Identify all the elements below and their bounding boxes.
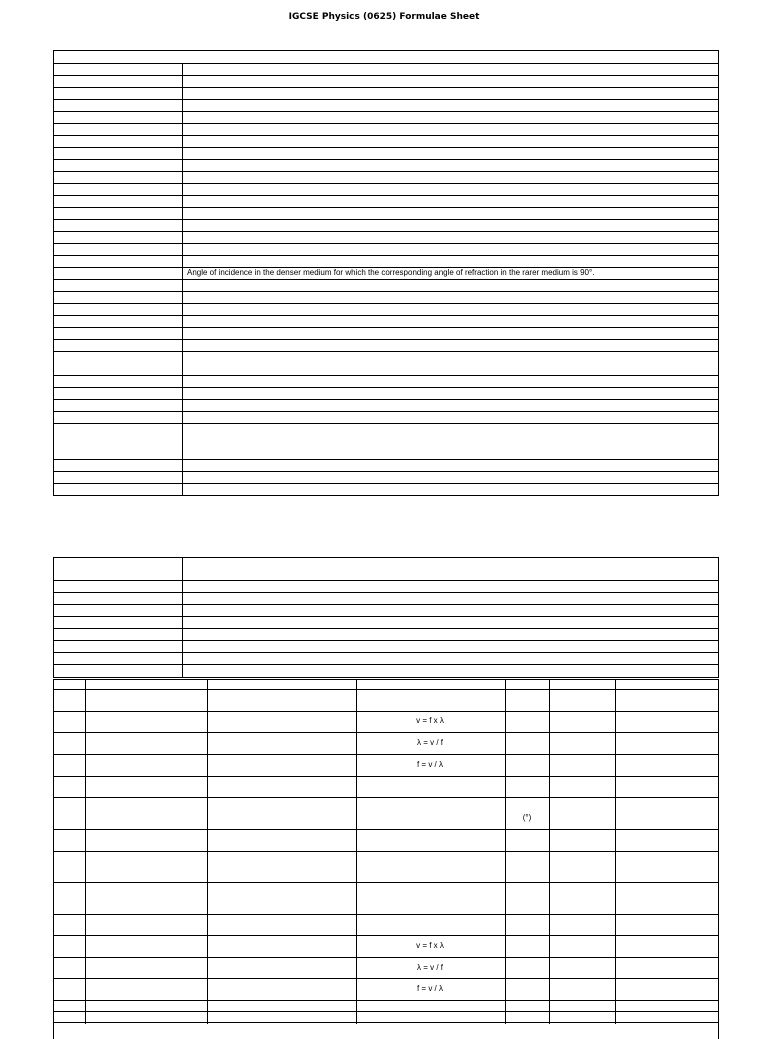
table-row [53,87,719,88]
table-row [53,689,719,690]
table-row [53,183,719,184]
table-row [53,459,719,460]
table-row [53,303,719,304]
wavelength-formula: λ = v / f [416,738,443,747]
table-row [53,375,719,376]
table-row [53,652,719,653]
table-row [53,1022,719,1023]
table-row [53,754,719,755]
table-row [53,1000,719,1001]
table-row [53,797,719,798]
table-row [53,411,719,412]
table-row [53,327,719,328]
table-row [53,171,719,172]
table-row [53,63,719,64]
quantities-table-border [53,557,719,678]
table-row [53,851,719,852]
frequency-formula: f = v / λ [416,760,443,769]
table-row [53,935,719,936]
table-row [53,315,719,316]
wavelength-formula: λ = v / f [416,963,443,972]
table-row [53,291,719,292]
table-row [53,616,719,617]
table-row [53,483,719,484]
table-row [53,123,719,124]
table-row [53,423,719,424]
table-row [53,957,719,958]
table-row [53,399,719,400]
table-row [53,732,719,733]
table-row [53,978,719,979]
frequency-formula: f = v / λ [416,984,443,993]
table-row [53,882,719,883]
critical-angle-definition: Angle of incidence in the denser medium for which the corresponding angle of refraction in the rarer medium is 90°. [187,268,595,277]
table-row [53,387,719,388]
blank-underline [305,99,378,100]
table-row [53,471,719,472]
table-row [53,592,719,593]
wave-speed-formula: v = f x λ [416,941,444,950]
table-row [53,207,719,208]
table-row [53,111,719,112]
table-row [53,195,719,196]
wave-speed-formula: v = f x λ [416,716,444,725]
table-row [53,99,719,100]
blank-underline [392,99,490,100]
table-row [53,135,719,136]
table-row [53,914,719,915]
table-row [53,255,719,256]
document-title: IGCSE Physics (0625) Formulae Sheet [288,12,480,22]
table-row [53,159,719,160]
quantities-table-column-divider [182,557,183,678]
table-row [53,1011,719,1012]
table-row [53,243,719,244]
table-row [53,664,719,665]
table-row [53,219,719,220]
table-row [53,580,719,581]
table-row [53,351,719,352]
table-row [53,776,719,777]
table-row [53,829,719,830]
table-row [53,75,719,76]
table-row [53,231,719,232]
table-row [53,628,719,629]
table-row [53,604,719,605]
table-row [53,147,719,148]
table-row [53,339,719,340]
table-row [53,640,719,641]
table-row [53,279,719,280]
table-row [53,711,719,712]
degree-unit: (°) [522,813,532,822]
